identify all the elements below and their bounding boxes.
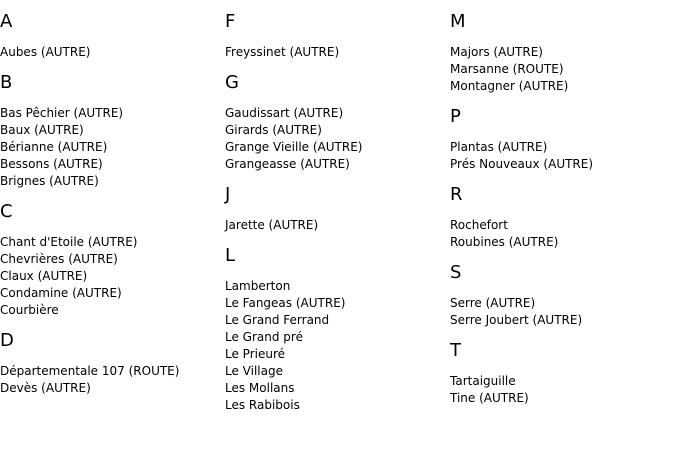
place-link[interactable]: Bérianne (AUTRE) <box>0 140 108 154</box>
letter-group <box>450 12 675 95</box>
letter-heading: P <box>450 106 461 127</box>
list-item <box>0 156 225 173</box>
list-item <box>450 295 675 312</box>
list-item <box>0 268 225 285</box>
list-item <box>0 380 225 397</box>
letter-group <box>0 73 225 190</box>
place-link[interactable]: Jarette (AUTRE) <box>225 218 319 232</box>
place-list <box>0 105 225 190</box>
place-link[interactable]: Courbière <box>0 303 59 317</box>
place-link[interactable]: Serre (AUTRE) <box>450 296 536 310</box>
list-item <box>450 61 675 78</box>
place-list <box>450 373 675 407</box>
place-link[interactable]: Marsanne (ROUTE) <box>450 62 564 76</box>
list-item <box>450 156 675 173</box>
list-item <box>0 285 225 302</box>
letter-group <box>0 331 225 397</box>
place-link[interactable]: Les Mollans <box>225 381 295 395</box>
list-item <box>225 363 450 380</box>
place-link[interactable]: Devès (AUTRE) <box>0 381 91 395</box>
place-link[interactable]: Le Grand Ferrand <box>225 313 330 327</box>
letter-group <box>225 185 450 234</box>
list-item <box>225 105 450 122</box>
list-item <box>450 217 675 234</box>
letter-heading: A <box>0 11 13 32</box>
list-item <box>450 44 675 61</box>
list-item <box>450 373 675 390</box>
place-link[interactable]: Girards (AUTRE) <box>225 123 322 137</box>
place-link[interactable]: Tine (AUTRE) <box>450 391 529 405</box>
letter-heading: L <box>225 245 236 266</box>
list-item <box>225 312 450 329</box>
list-item <box>225 295 450 312</box>
letter-heading: R <box>450 184 463 205</box>
list-item <box>225 397 450 414</box>
letter-heading: M <box>450 11 466 32</box>
place-list <box>0 44 225 61</box>
place-list <box>450 139 675 173</box>
list-item <box>450 234 675 251</box>
place-link[interactable]: Montagner (AUTRE) <box>450 79 569 93</box>
place-list <box>450 217 675 251</box>
place-link[interactable]: Rochefort <box>450 218 508 232</box>
list-item <box>225 346 450 363</box>
place-list <box>0 363 225 397</box>
place-link[interactable]: Brignes (AUTRE) <box>0 174 99 188</box>
index-column <box>0 0 225 397</box>
letter-heading: T <box>450 340 461 361</box>
letter-heading: C <box>0 201 13 222</box>
index-column <box>225 0 450 414</box>
letter-group <box>0 12 225 61</box>
place-link[interactable]: Serre Joubert (AUTRE) <box>450 313 583 327</box>
place-link[interactable]: Le Fangeas (AUTRE) <box>225 296 346 310</box>
place-list <box>450 295 675 329</box>
place-link[interactable]: Le Grand pré <box>225 330 303 344</box>
place-link[interactable]: Claux (AUTRE) <box>0 269 88 283</box>
list-item <box>225 278 450 295</box>
letter-group <box>450 263 675 329</box>
place-link[interactable]: Lamberton <box>225 279 291 293</box>
letter-group <box>225 73 450 173</box>
list-item <box>0 139 225 156</box>
place-link[interactable]: Chevrières (AUTRE) <box>0 252 118 266</box>
place-link[interactable]: Gaudissart (AUTRE) <box>225 106 344 120</box>
letter-group <box>450 107 675 173</box>
list-item <box>450 312 675 329</box>
letter-heading: S <box>450 262 462 283</box>
place-link[interactable]: Prés Nouveaux (AUTRE) <box>450 157 594 171</box>
place-list <box>225 278 450 414</box>
place-list <box>225 217 450 234</box>
place-link[interactable]: Chant d'Etoile (AUTRE) <box>0 235 138 249</box>
place-list <box>450 44 675 95</box>
letter-group <box>450 185 675 251</box>
list-item <box>0 302 225 319</box>
letter-group <box>0 202 225 319</box>
list-item <box>0 363 225 380</box>
letter-group <box>225 12 450 61</box>
letter-group <box>225 246 450 414</box>
list-item <box>225 139 450 156</box>
place-list <box>225 44 450 61</box>
place-link[interactable]: Plantas (AUTRE) <box>450 140 548 154</box>
place-link[interactable]: Bas Pêchier (AUTRE) <box>0 106 124 120</box>
list-item <box>225 122 450 139</box>
list-item <box>0 105 225 122</box>
list-item <box>225 329 450 346</box>
index-column <box>450 0 675 407</box>
place-link[interactable]: Le Prieuré <box>225 347 286 361</box>
place-link[interactable]: Départementale 107 (ROUTE) <box>0 364 180 378</box>
list-item <box>450 390 675 407</box>
place-link[interactable]: Tartaiguille <box>450 374 516 388</box>
place-link[interactable]: Le Village <box>225 364 283 378</box>
letter-group <box>450 341 675 407</box>
place-link[interactable]: Grangeasse (AUTRE) <box>225 157 350 171</box>
list-item <box>0 251 225 268</box>
list-item <box>225 44 450 61</box>
letter-heading: J <box>225 184 231 205</box>
place-link[interactable]: Baux (AUTRE) <box>0 123 84 137</box>
place-list <box>225 105 450 173</box>
list-item <box>0 173 225 190</box>
letter-heading: D <box>0 330 14 351</box>
place-link[interactable]: Freyssinet (AUTRE) <box>225 45 340 59</box>
place-link[interactable]: Majors (AUTRE) <box>450 45 543 59</box>
letter-heading: B <box>0 72 13 93</box>
list-item <box>225 380 450 397</box>
list-item <box>0 122 225 139</box>
place-link[interactable]: Condamine (AUTRE) <box>0 286 122 300</box>
place-link[interactable]: Bessons (AUTRE) <box>0 157 103 171</box>
list-item <box>0 234 225 251</box>
place-link[interactable]: Aubes (AUTRE) <box>0 45 91 59</box>
list-item <box>225 156 450 173</box>
place-link[interactable]: Les Rabibois <box>225 398 300 412</box>
list-item <box>0 44 225 61</box>
list-item <box>450 78 675 95</box>
place-list <box>0 234 225 319</box>
place-link[interactable]: Grange Vieille (AUTRE) <box>225 140 363 154</box>
letter-heading: G <box>225 72 239 93</box>
list-item <box>225 217 450 234</box>
list-item <box>450 139 675 156</box>
place-link[interactable]: Roubines (AUTRE) <box>450 235 559 249</box>
letter-heading: F <box>225 11 236 32</box>
